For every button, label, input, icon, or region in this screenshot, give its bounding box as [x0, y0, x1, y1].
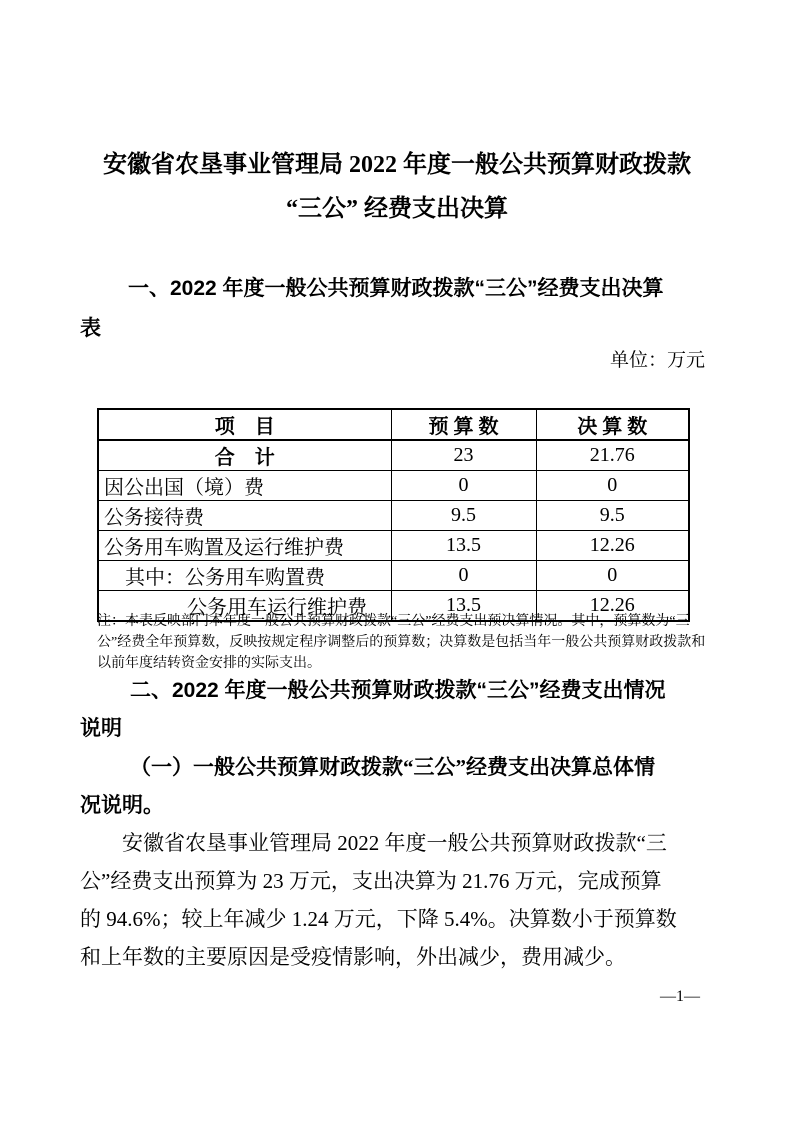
- table-cell-item: 其中：公务用车购置费: [98, 561, 391, 591]
- table-cell-item: 公务用车购置及运行维护费: [98, 531, 391, 561]
- table-cell-item: 合 计: [98, 440, 391, 471]
- document-title-line-1: 安徽省农垦事业管理局 2022 年度一般公共预算财政拨款: [103, 152, 691, 178]
- table-row-reception: [98, 501, 689, 531]
- table-cell-final: 12.26: [536, 591, 689, 622]
- unit-label: 单位：万元: [609, 350, 705, 371]
- table-row-vehicle-total: [98, 531, 689, 561]
- paragraph-line-1: 安徽省农垦事业管理局 2022 年度一般公共预算财政拨款“三: [122, 831, 667, 855]
- section-one-heading-line-1: 一、2022 年度一般公共预算财政拨款“三公”经费支出决算: [128, 277, 664, 300]
- table-header-final: 决 算 数: [536, 409, 689, 440]
- table-cell-budget: 23: [391, 440, 536, 471]
- section-two-subheading-line-2: 况说明。: [80, 793, 164, 817]
- table-cell-budget: 0: [391, 471, 536, 501]
- table-cell-item: 公务接待费: [98, 501, 391, 531]
- table-row-abroad: [98, 471, 689, 501]
- paragraph-line-2: 公”经费支出预算为 23 万元，支出决算为 21.76 万元，完成预算: [80, 869, 662, 893]
- table-note-line-3: 以前年度结转资金安排的实际支出。: [97, 656, 321, 671]
- table-header-item: 项 目: [98, 409, 391, 440]
- table-cell-budget: 13.5: [391, 531, 536, 561]
- table-cell-final: 0: [536, 561, 689, 591]
- table-cell-final: 9.5: [536, 501, 689, 531]
- section-two-heading-line-1: 二、2022 年度一般公共预算财政拨款“三公”经费支出情况: [130, 679, 666, 702]
- page-number: —1—: [660, 988, 700, 1005]
- table-header-row: [98, 409, 689, 440]
- section-two-subheading-line-1: （一）一般公共预算财政拨款“三公”经费支出决算总体情: [130, 755, 655, 779]
- section-two-heading-line-2: 说明: [80, 717, 122, 740]
- table-cell-final: 0: [536, 471, 689, 501]
- table-row-vehicle-purchase: [98, 561, 689, 591]
- table-header-budget: 预 算 数: [391, 409, 536, 440]
- table-cell-final: 21.76: [536, 440, 689, 471]
- section-one-heading-line-2: 表: [80, 317, 101, 340]
- table-cell-final: 12.26: [536, 531, 689, 561]
- table-note-line-2: 公”经费全年预算数，反映按规定程序调整后的预算数；决算数是包括当年一般公共预算财政拨款和: [97, 635, 706, 650]
- three-public-expense-table: [97, 408, 690, 622]
- table-cell-budget: 0: [391, 561, 536, 591]
- document-title-line-2: “三公” 经费支出决算: [286, 196, 508, 222]
- paragraph-line-4: 和上年数的主要原因是受疫情影响，外出减少，费用减少。: [80, 945, 626, 969]
- table-row-total: [98, 440, 689, 471]
- table-cell-item: 公务用车运行维护费: [98, 591, 391, 622]
- paragraph-line-3: 的 94.6%；较上年减少 1.24 万元，下降 5.4%。决算数小于预算数: [80, 907, 677, 931]
- table-cell-budget: 13.5: [391, 591, 536, 622]
- table-cell-item: 因公出国（境）费: [98, 471, 391, 501]
- table-note-line-1: 注：本表反映部门本年度一般公共预算财政拨款“三公”经费支出预决算情况。其中，预算数为“三: [97, 614, 690, 629]
- table-cell-budget: 9.5: [391, 501, 536, 531]
